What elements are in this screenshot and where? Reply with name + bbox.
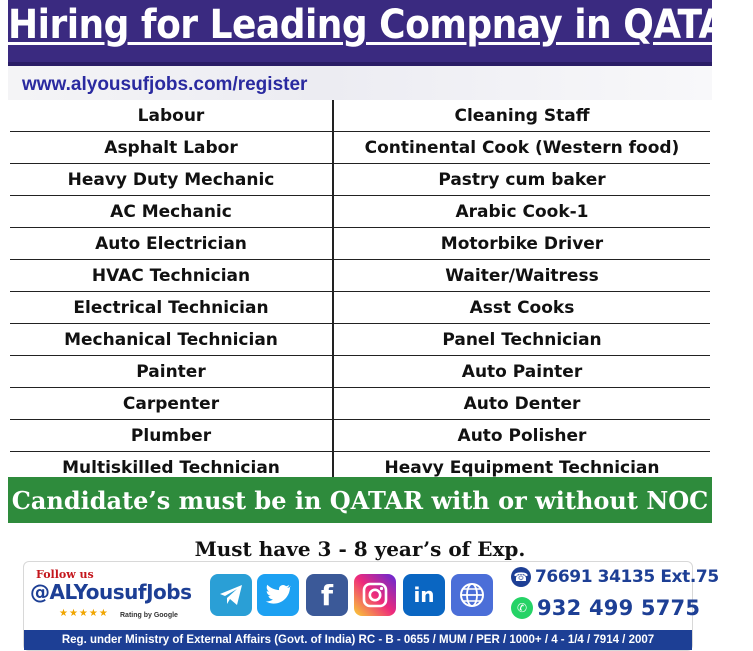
whatsapp-number: 932 499 5775 — [537, 596, 701, 620]
rating-label: Rating by Google — [120, 612, 178, 619]
job-title-left: Electrical Technician — [10, 292, 333, 324]
web-icon[interactable] — [451, 574, 493, 616]
table-row — [10, 324, 710, 356]
page-title: Hiring for Leading Compnay in QATAR — [8, 2, 753, 48]
job-title-right: Cleaning Staff — [333, 100, 710, 132]
follow-label: Follow us — [36, 568, 94, 581]
job-title-left: Labour — [10, 100, 333, 132]
registration-note: Reg. under Ministry of External Affairs (Govt. of India) RC - B - 0655 / MUM / PER / 1000+ / 4 - 1/4 / 7914 / 2007 — [24, 630, 692, 650]
table-row — [10, 196, 710, 228]
table-row — [10, 100, 710, 132]
table-row — [10, 356, 710, 388]
job-table — [10, 100, 710, 484]
register-link[interactable]: www.alyousufjobs.com/register — [22, 74, 308, 95]
telegram-icon[interactable] — [210, 574, 252, 616]
phone-contact[interactable] — [511, 567, 719, 587]
phone-icon: ☎ — [511, 567, 531, 587]
noc-banner — [8, 477, 712, 523]
job-title-left: Heavy Duty Mechanic — [10, 164, 333, 196]
whatsapp-contact[interactable] — [511, 596, 700, 620]
job-title-left: Plumber — [10, 420, 333, 452]
instagram-icon[interactable] — [354, 574, 396, 616]
job-title-right: Auto Painter — [333, 356, 710, 388]
job-title-right: Auto Denter — [333, 388, 710, 420]
table-row — [10, 420, 710, 452]
table-row — [10, 260, 710, 292]
header-banner — [8, 0, 753, 66]
job-title-left: HVAC Technician — [10, 260, 333, 292]
table-row — [10, 292, 710, 324]
job-title-right: Auto Polisher — [333, 420, 710, 452]
table-row — [10, 228, 710, 260]
job-title-right: Waiter/Waitress — [333, 260, 710, 292]
job-title-left: Mechanical Technician — [10, 324, 333, 356]
contact-footer — [23, 561, 719, 651]
job-title-right: Heavy Equipment Technician — [333, 452, 710, 484]
job-title-right: Arabic Cook-1 — [333, 196, 710, 228]
job-title-left: Auto Electrician — [10, 228, 333, 260]
job-title-right: Motorbike Driver — [333, 228, 710, 260]
job-title-right: Asst Cooks — [333, 292, 710, 324]
job-title-left: Painter — [10, 356, 333, 388]
linkedin-icon[interactable]: in — [403, 574, 445, 616]
whatsapp-icon: ✆ — [511, 597, 533, 619]
table-row — [10, 388, 710, 420]
rating-stars: ★★★★★ — [59, 608, 109, 619]
job-title-right: Panel Technician — [333, 324, 710, 356]
noc-requirement: Candidate’s must be in QATAR with or without NOC — [11, 485, 709, 515]
job-title-right: Continental Cook (Western food) — [333, 132, 710, 164]
facebook-icon[interactable]: f — [306, 574, 348, 616]
job-title-left: Multiskilled Technician — [10, 452, 333, 484]
social-handle[interactable]: @ALYousufJobs — [30, 580, 192, 604]
phone-number: 76691 34135 Ext.75 — [535, 567, 719, 587]
url-band — [8, 66, 712, 100]
job-title-left: Carpenter — [10, 388, 333, 420]
table-row — [10, 164, 710, 196]
experience-requirement: Must have 3 - 8 year’s of Exp. — [194, 537, 526, 561]
twitter-icon[interactable] — [257, 574, 299, 616]
job-title-left: Asphalt Labor — [10, 132, 333, 164]
job-title-left: AC Mechanic — [10, 196, 333, 228]
table-row — [10, 132, 710, 164]
job-title-right: Pastry cum baker — [333, 164, 710, 196]
